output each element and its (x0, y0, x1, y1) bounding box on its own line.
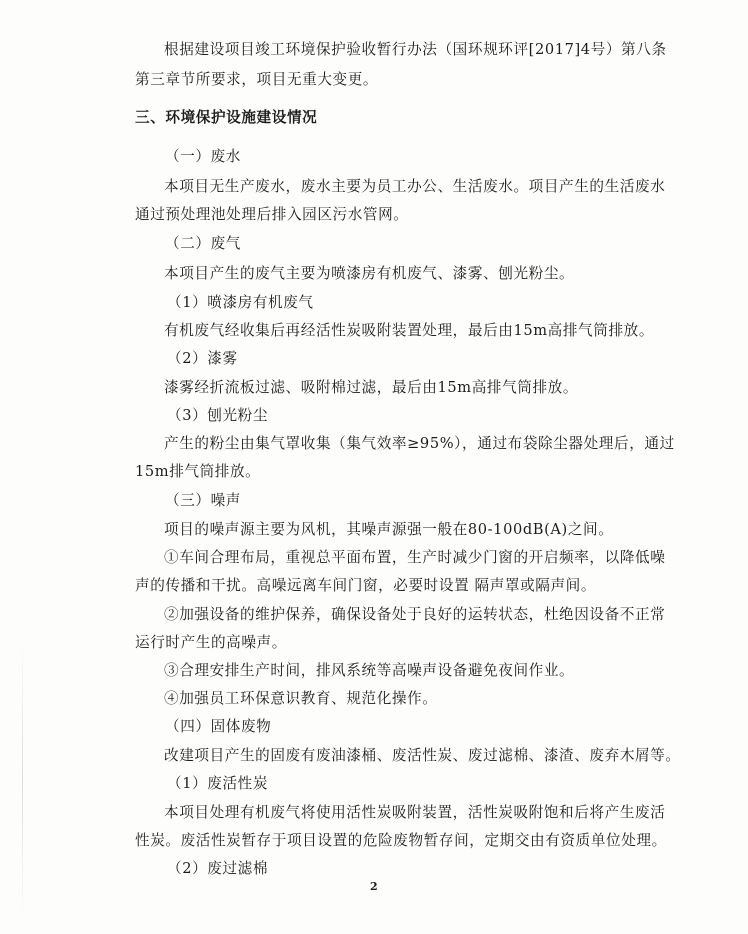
item-heading: （1）废活性炭 (167, 775, 269, 792)
subsection-heading: （二）废气 (165, 235, 241, 252)
item-heading: （2）废过滤棉 (167, 860, 269, 877)
text-line: 产生的粉尘由集气罩收集（集气效率≥95%），通过布袋除尘器处理后，通过 (164, 435, 675, 452)
subsection-heading: （一）废水 (165, 148, 241, 165)
text-line: ①车间合理布局，重视总平面布置，生产时减少门窗的开启频率，以降低噪 (164, 549, 666, 566)
section-heading: 三、环境保护设施建设情况 (135, 109, 318, 126)
text-line: 运行时产生的高噪声。 (135, 634, 287, 651)
text-line: 本项目产生的废气主要为喷漆房有机废气、漆雾、刨光粉尘。 (164, 265, 575, 282)
text-line: 通过预处理池处理后排入园区污水管网。 (135, 206, 409, 223)
scan-edge-mark (22, 640, 23, 920)
text-line: 15m排气筒排放。 (135, 463, 261, 480)
text-line: 根据建设项目竣工环境保护验收暂行办法（国环规环评[2017]4号）第八条 (164, 41, 667, 58)
text-line: 性炭。废活性炭暂存于项目设置的危险废物暂存间，定期交由有资质单位处理。 (135, 832, 667, 849)
text-line: 本项目无生产废水，废水主要为员工办公、生活废水。项目产生的生活废水 (164, 178, 666, 195)
text-line: ③合理安排生产时间，排风系统等高噪声设备避免夜间作业。 (164, 662, 575, 679)
item-heading: （2）漆雾 (167, 350, 238, 367)
item-heading: （1）喷漆房有机废气 (167, 294, 314, 311)
subsection-heading: （三）噪声 (165, 492, 241, 509)
text-line: 本项目处理有机废气将使用活性炭吸附装置，活性炭吸附饱和后将产生废活 (164, 804, 666, 821)
item-heading: （3）刨光粉尘 (167, 407, 269, 424)
page-number: 2 (370, 880, 378, 893)
text-line: 项目的噪声源主要为风机，其噪声源强一般在80-100dB(A)之间。 (164, 521, 614, 538)
text-line: 漆雾经折流板过滤、吸附棉过滤，最后由15m高排气筒排放。 (164, 379, 579, 396)
text-line: ②加强设备的维护保养，确保设备处于良好的运转状态，杜绝因设备不正常 (164, 606, 666, 623)
text-line: 声的传播和干扰。高噪远离车间门窗，必要时设置 隔声罩或隔声间。 (135, 577, 597, 594)
text-line: 有机废气经收集后再经活性炭吸附装置处理，最后由15m高排气筒排放。 (164, 322, 655, 339)
text-line: 改建项目产生的固废有废油漆桶、废活性炭、废过滤棉、漆渣、废弃木屑等。 (164, 747, 681, 764)
subsection-heading: （四）固体废物 (165, 718, 272, 735)
text-line: ④加强员工环保意识教育、规范化操作。 (164, 690, 438, 707)
text-line: 第三章节所要求，项目无重大变更。 (135, 71, 379, 88)
